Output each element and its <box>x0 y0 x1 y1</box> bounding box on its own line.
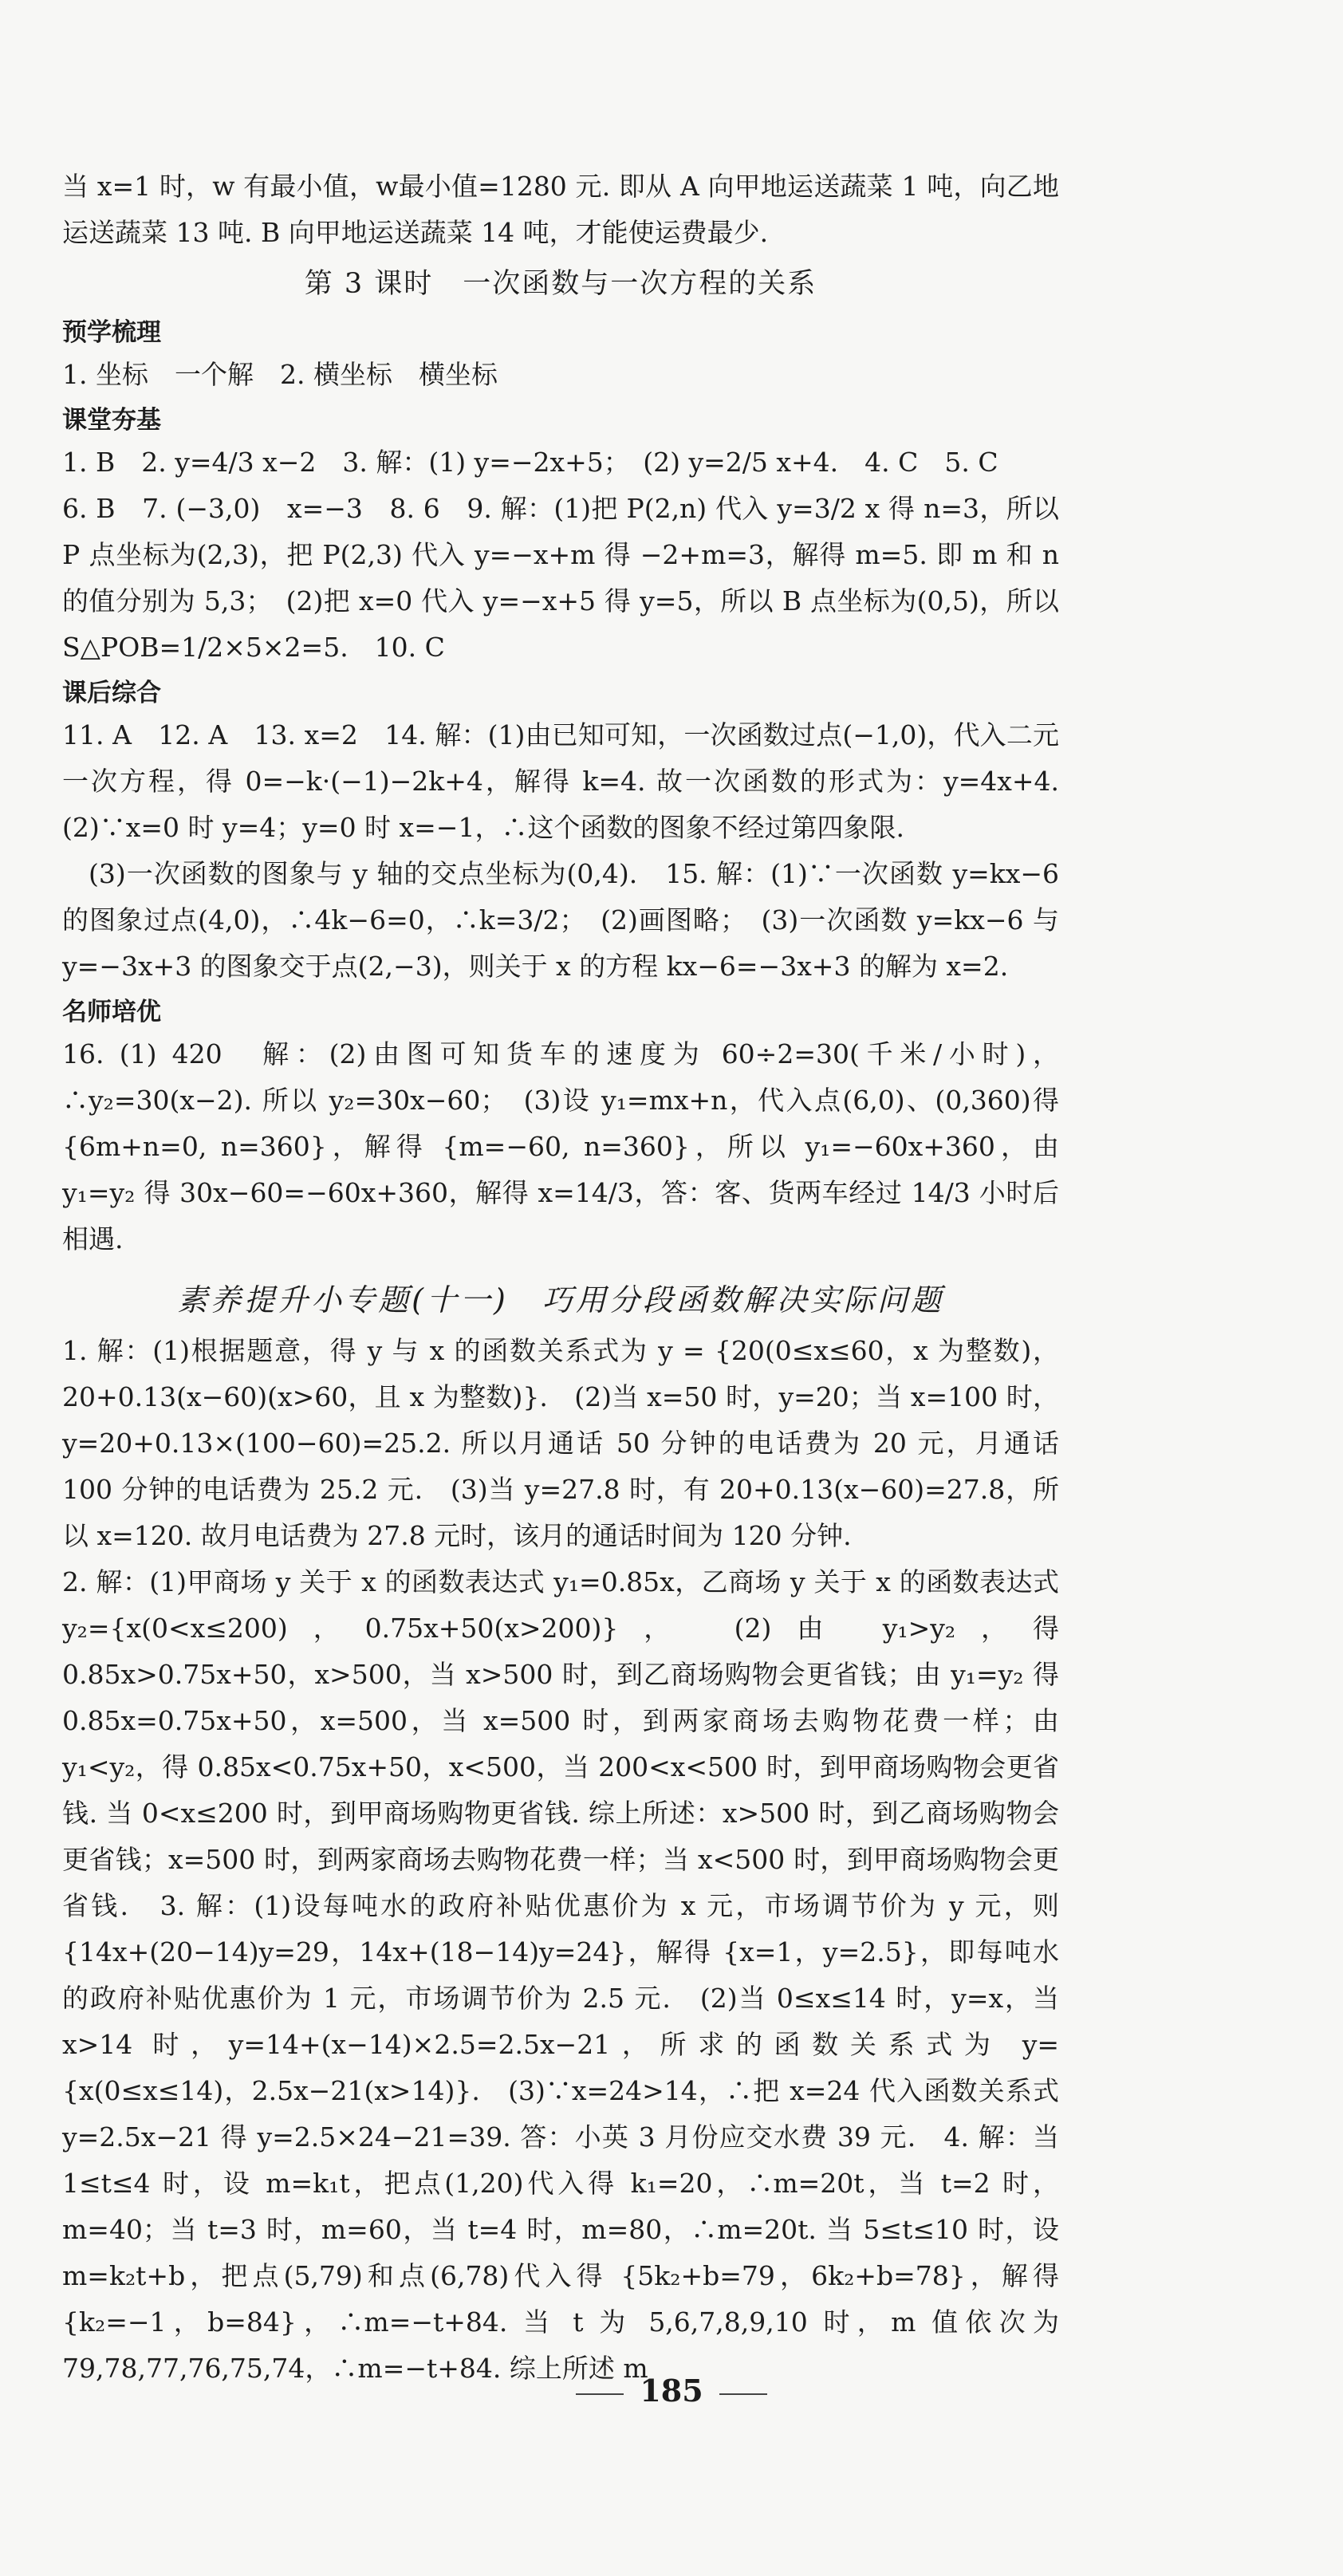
section-heading: 预学梳理 <box>62 318 161 347</box>
page-number <box>0 2373 1343 2409</box>
section-heading: 名师培优 <box>62 998 161 1026</box>
paragraph: 1. B 2. y=4/3 x−2 3. 解：(1) y=−2x+5； (2) y=2/5 x+4. 4. C 5. C <box>62 447 998 478</box>
paragraph: (3)一次函数的图象与 y 轴的交点坐标为(0,4). 15. 解：(1)∵一次函数 y=kx−6 的图象过点(4,0)，∴4k−6=0，∴k=3/2； (2)画图略； (3)一次函数 y=kx−6 与 y=−3x+3 的图象交于点(2,−3)，则关于 x 的方程 kx−6=−3x+3 的解为 x=2. <box>62 858 1059 982</box>
paragraph: 16. (1) 420 解：(2)由图可知货车的速度为 60÷2=30(千米/小时)，∴y₂=30(x−2). 所以 y₂=30x−60； (3)设 y₁=mx+n，代入点(6,0)、(0,360)得 {6m+n=0, n=360}，解得 {m=−60, n=360}，所以 y₁=−60x+360，由 y₁=y₂ 得 30x−60=−60x+360，解得 x=14/3，答：客、货两车经过 14/3 小时后相遇. <box>62 1038 1059 1255</box>
answer-content <box>62 163 1085 2392</box>
paragraph: 2. 解：(1)甲商场 y 关于 x 的函数表达式 y₁=0.85x，乙商场 y 关于 x 的函数表达式 y₂={x(0<x≤200)，0.75x+50(x>200)}， (2)由 y₁>y₂，得 0.85x>0.75x+50，x>500，当 x>500 时，到乙商场购物会更省钱；由 y₁=y₂ 得 0.85x=0.75x+50，x=500，当 x=500 时，到两家商场去购物花费一样；由 y₁<y₂，得 0.85x<0.75x+50，x<500，当 200<x<500 时，到甲商场购物会更省钱. 当 0<x≤200 时，到甲商场购物更省钱. 综上所述：x>500 时，到乙商场购物会更省钱；x=500 时，到两家商场去购物花费一样；当 x<500 时，到甲商场购物会更省钱. 3. 解：(1)设每吨水的政府补贴优惠价为 x 元，市场调节价为 y 元，则 {14x+(20−14)y=29，14x+(18−14)y=24}，解得 {x=1，y=2.5}，即每吨水的政府补贴优惠价为 1 元，市场调节价为 2.5 元. (2)当 0≤x≤14 时，y=x，当 x>14 时，y=14+(x−14)×2.5=2.5x−21，所求的函数关系式为 y={x(0≤x≤14)，2.5x−21(x>14)}. (3)∵x=24>14，∴把 x=24 代入函数关系式 y=2.5x−21 得 y=2.5×24−21=39. 答：小英 3 月份应交水费 39 元. 4. 解：当 1≤t≤4 时，设 m=k₁t，把点(1,20)代入得 k₁=20，∴m=20t，当 t=2 时，m=40；当 t=3 时，m=60，当 t=4 时，m=80，∴m=20t. 当 5≤t≤10 时，设 m=k₂t+b，把点(5,79)和点(6,78)代入得 {5k₂+b=79，6k₂+b=78}，解得 {k₂=−1，b=84}，∴m=−t+84. 当 t 为 5,6,7,8,9,10 时，m 值依次为 79,78,77,76,75,74，∴m=−t+84. 综上所述 m <box>62 1566 1059 2384</box>
page-number-text: 185 <box>640 2373 703 2409</box>
paragraph: 1. 解：(1)根据题意，得 y 与 x 的函数关系式为 y = {20(0≤x≤60，x 为整数)，20+0.13(x−60)(x>60，且 x 为整数)}. (2)当 x=50 时，y=20；当 x=100 时，y=20+0.13×(100−60)=25.2. 所以月通话 50 分钟的电话费为 20 元，月通话 100 分钟的电话费为 25.2 元. (3)当 y=27.8 时，有 20+0.13(x−60)=27.8，所以 x=120. 故月电话费为 27.8 元时，该月的通话时间为 120 分钟. <box>62 1335 1059 1551</box>
paragraph: 1. 坐标 一个解 2. 横坐标 横坐标 <box>62 359 498 390</box>
paragraph: 11. A 12. A 13. x=2 14. 解：(1)由已知可知，一次函数过点(−1,0)，代入二元一次方程，得 0=−k·(−1)−2k+4，解得 k=4. 故一次函数的形式为：y=4x+4. (2)∵x=0 时 y=4；y=0 时 x=−1，∴这个函数的图象不经过第四象限. <box>62 719 1085 843</box>
section-heading: 课后综合 <box>62 679 161 707</box>
paragraph: 6. B 7. (−3,0) x=−3 8. 6 9. 解：(1)把 P(2,n) 代入 y=3/2 x 得 n=3，所以 P 点坐标为(2,3)，把 P(2,3) 代入 y=−x+m 得 −2+m=3，解得 m=5. 即 m 和 n 的值分别为 5,3； (2)把 x=0 代入 y=−x+5 得 y=5，所以 B 点坐标为(0,5)，所以 S△POB=1/2×5×2=5. 10. C <box>62 493 1059 663</box>
paragraph: 当 x=1 时，w 有最小值，w最小值=1280 元. 即从 A 向甲地运送蔬菜 1 吨，向乙地运送蔬菜 13 吨. B 向甲地运送蔬菜 14 吨，才能使运费最少. <box>62 171 1059 248</box>
feature-title: 素养提升小专题(十一) 巧用分段函数解决实际问题 <box>177 1282 944 1318</box>
lesson-title: 第 3 课时 一次函数与一次方程的关系 <box>304 268 817 300</box>
section-heading: 课堂夯基 <box>62 406 161 435</box>
divider <box>576 2393 624 2395</box>
divider <box>719 2393 767 2395</box>
